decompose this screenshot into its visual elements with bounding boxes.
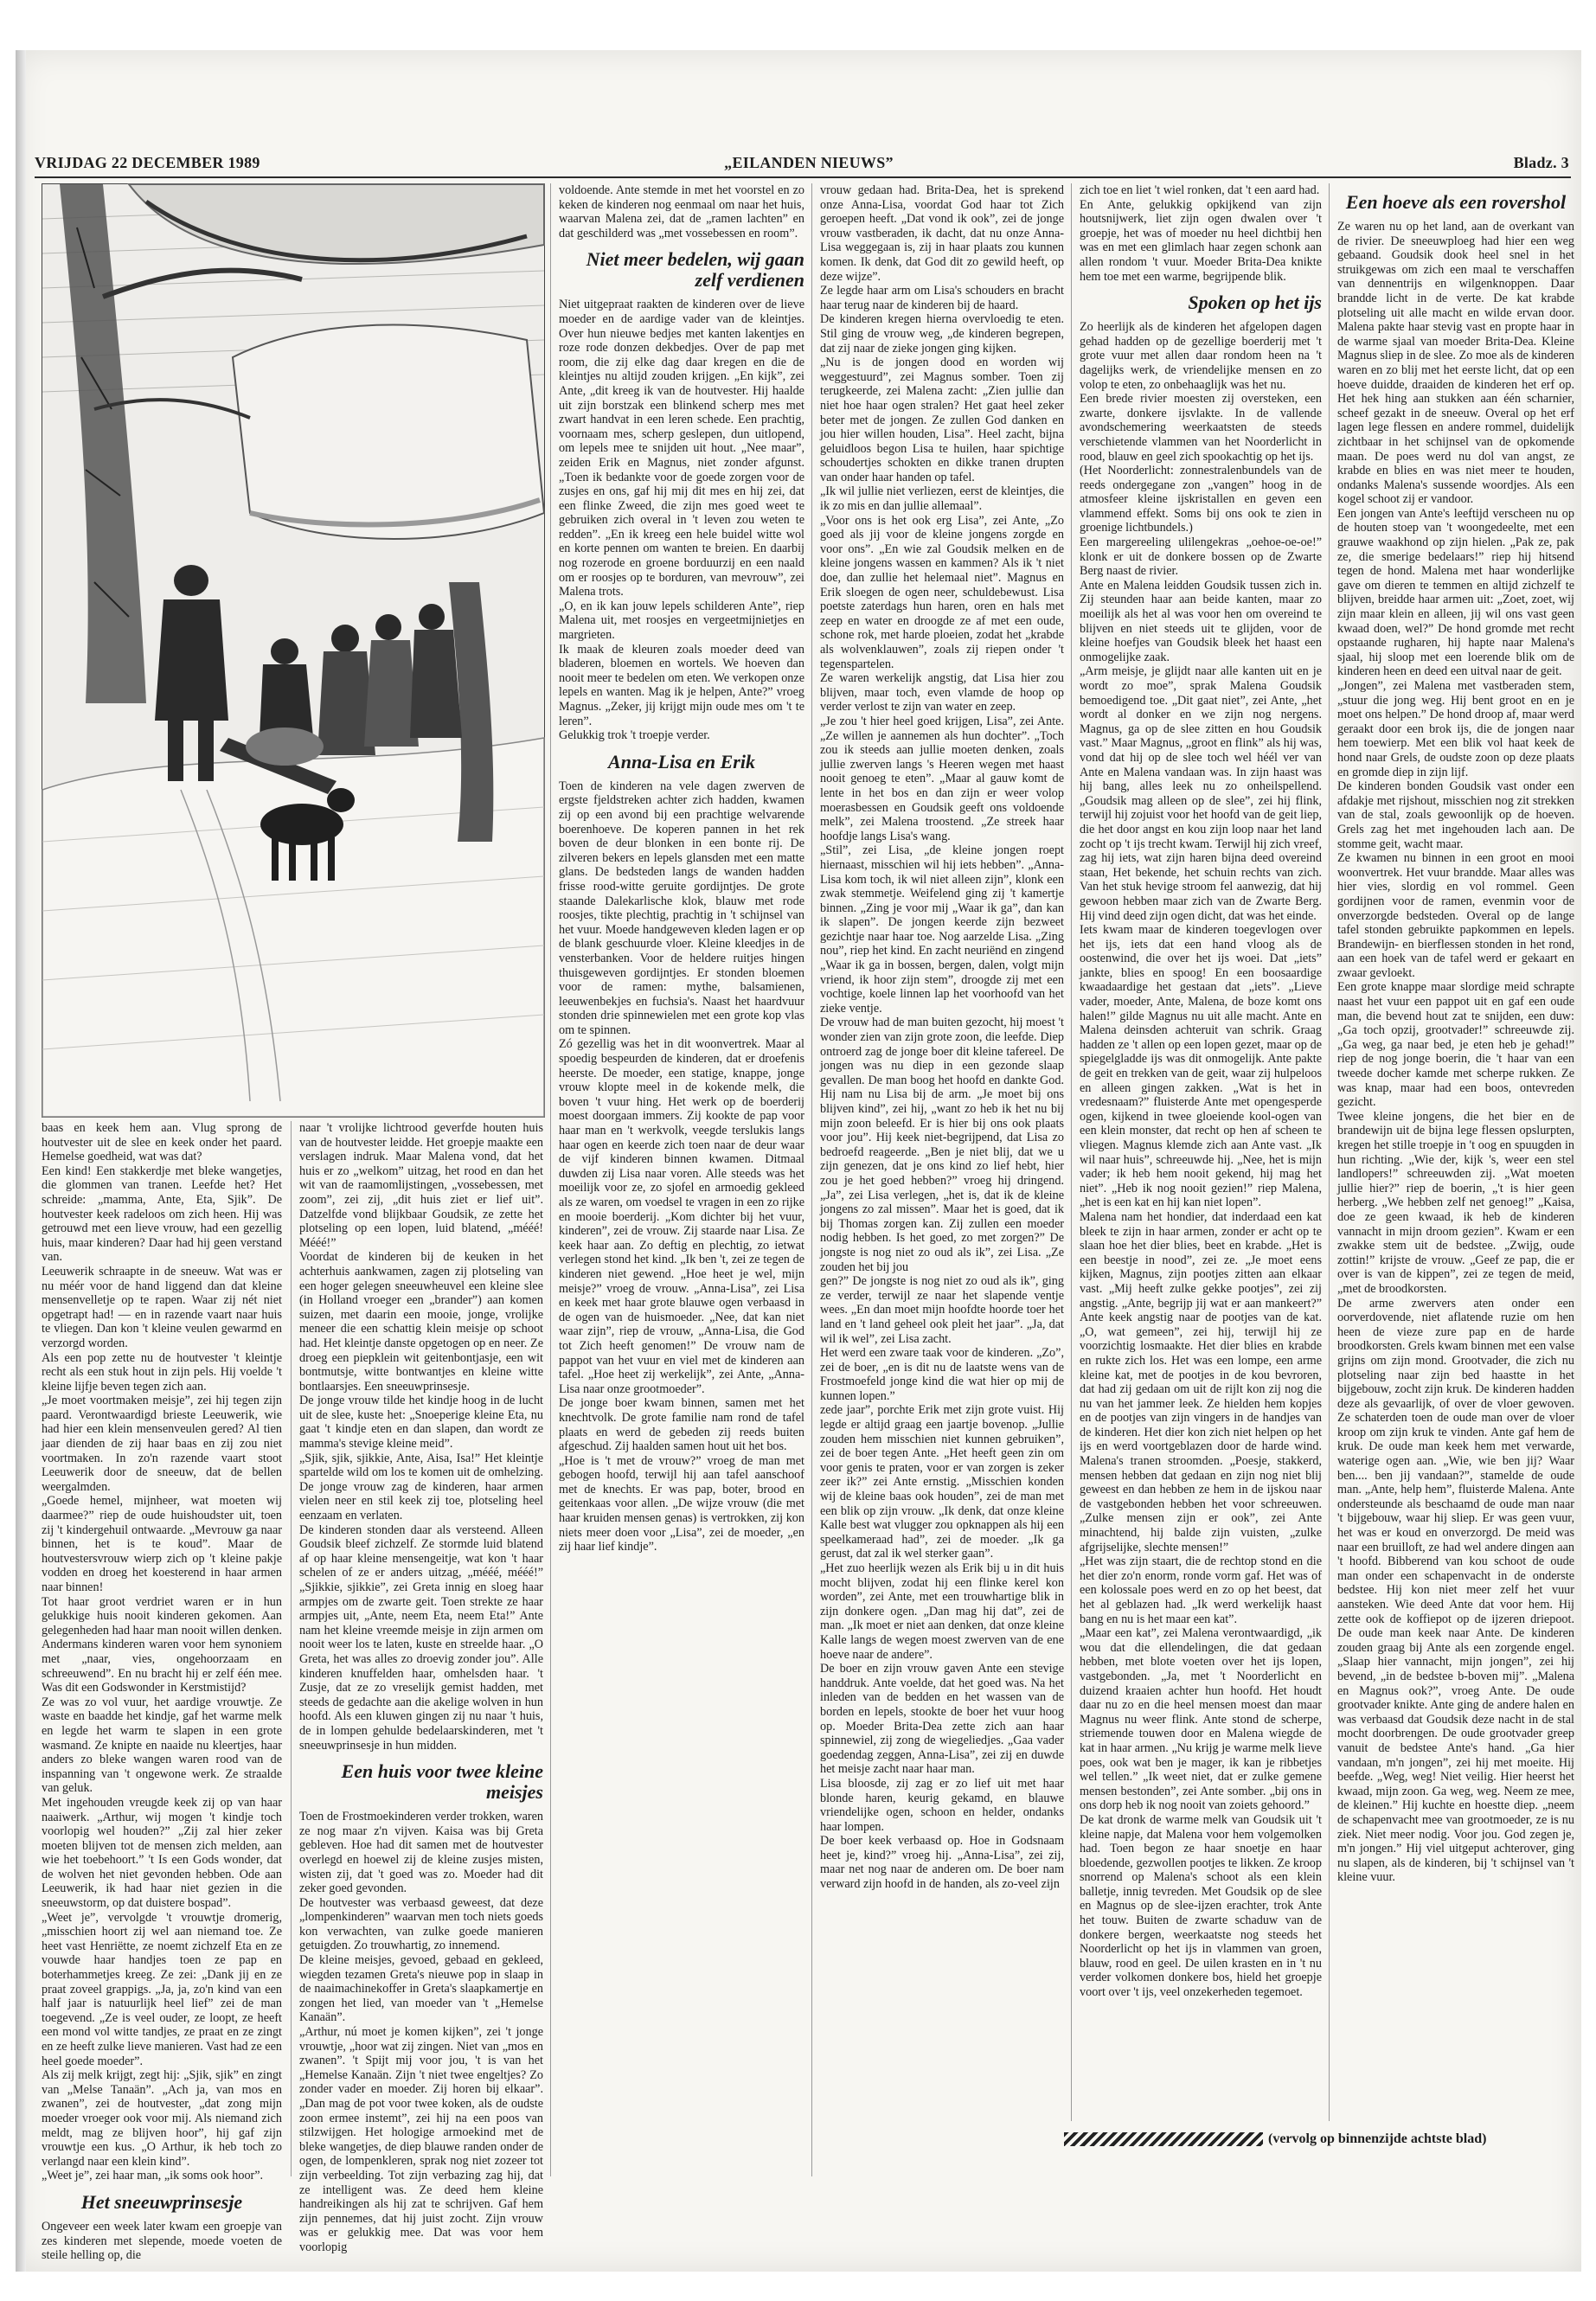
col4-paragraph: De kinderen kregen hierna overvloedig te eten. Stil ging de vrouw weg, „de kinderen begrepen, dat zij naar de zieke jongen ging kijken. [820,312,1064,356]
col6-paragraph: De kinderen bonden Goudsik vast onder een afdakje met rijshout, misschien nog zit strekken van de stal, zoals gewoonlijk op de hoeven. Grels zag het met ingehouden lach aan. De stomme geit, wacht maar. [1337,779,1574,851]
header-date: VRIJDAG 22 DECEMBER 1989 [35,154,260,171]
col4-paragraph: De boer en zijn vrouw gaven Ante een stevige handdruk. Ante voelde, dat het goed was. Na het inleden van de bedden en het wassen van de borden en lepels, stookte de boer het vuur hoog op. Moeder Brita-Dea zette zich aan haar spinnewiel, zij zong de wiegeliedjes. „Gaa vader goedendag zeggen, Anna-Lisa”, zei zij en duwde het meisje zacht naar haar man. [820,1662,1064,1777]
column-divider [1071,183,1072,2121]
col3-paragraph: voldoende. Ante stemde in met het voorstel en zo keken de kinderen nog eenmaal om naar het huis, waarvan Malena zei, dat de „ramen lachten” en dat geschilderd was „met vossebessen en room”. [559,183,804,240]
page-header [35,154,1583,176]
col4-paragraph: „Je zou 't hier heel goed krijgen, Lisa”, zei Ante. „Ze willen je aannemen als hun dochter”. „Toch zou ik steeds aan jullie moeten denken, zoals jullie zwerven langs 's Heeren wegen met haast nooit genoeg te eten”. „Maar al gauw komt de lente in het bos en dan zijn er weer volop moerasbessen en Goudsik geeft ons voldoende melk”, zei Malena troostend. „Ze streek haar hoofdje langs Lisa's wang. [820,714,1064,843]
col3-paragraph: „Hoe is 't met de vrouw?” vroeg de man met gebogen hoofd, terwijl hij aan tafel aanschoof met de knechts. Er was pap, boter, brood en geitenkaas voor allen. „De wijze vrouw (die met haar kruiden mensen genas) is vertrokken, zij kon niets meer doen voor „Lisa”, zei de moeder, „en zij haar lief kindje”. [559,1453,804,1554]
col5-paragraph: „Maar een kat”, zei Malena verontwaardigd, „ik wou dat die ellendelingen, die dat gedaan hebben, met blote voeten over het ijs lopen, vastgebonden. „Ja, met 't Noorderlicht en duizend kraaien achter hun hoofd. Het houdt daar nu zo en die heel mensen moest dan maar Magnus nu weer flink. Ante stond de scherpe, striemende touwen door en Malena wiegde de kat in haar armen. „Nu krijg je warme melk lieve poes, ook wat ben je mager, ik kan je ribbetjes wel tellen.” „Ik weet niet, dat er zulke gemene mensen bestonden”, zei Ante somber. „bij ons in ons dorp heb ik nog nooit van zoiets gehoord.” [1080,1626,1322,1813]
col4-paragraph: „Ik wil jullie niet verliezen, eerst de kleintjes, die ik zo mis en dan jullie allemaal”. [820,484,1064,514]
col1-paragraph: „Weet je”, zei haar man, „ik soms ook hoor”. [42,2169,264,2183]
section-heading-een-huis: Een huis voor twee kleine meisjes [341,1760,543,1804]
col4-paragraph: vrouw gedaan had. Brita-Dea, het is sprekend onze Anna-Lisa, voordat God haar tot Zich geroepen heeft. „Dat vond ik ook”, zei de jonge vrouw vastberaden, ik dacht, dat nu onze Anna-Lisa weggegaan is, zij in haar plaats zou kunnen komen. Ik denk, dat God dit zo gewild heeft, op deze wijze”. [820,183,1064,284]
col2-paragraph: Toen de Frostmoekinderen verder trokken, waren ze nog maar z'n vijven. Kaisa was bij Greta gebleven. Hoe had dit samen met de houtvester overlegd en hoewel zij de kleine zusjes misten, wisten zij, dat 't goed was zo. Moeder had dit zeker goed gevonden. [299,1810,543,1896]
col3-paragraph: Gelukkig trok 't troepje verder. [559,728,710,743]
section-heading-anna-lisa: Anna-Lisa en Erik [608,750,755,772]
col4-paragraph: „Nu is de jongen dood en worden wij weggestuurd”, zei Magnus somber. Toen zij terugkeerde, zei Malena zacht: „Zien jullie dan niet hoe haar ogen stralen? Het gaat heel zeker beter met de jongen. Ze zullen God danken en jou hier willen houden, Lisa”. Heel zacht, bijna geluidloos begon Lisa te huilen, haar spichtige schoudertjes schokten en dikke tranen drupten van onder haar handen op tafel. [820,356,1064,484]
section-heading-hoeve-rovershol: Een hoeve als een rovershol [1345,191,1567,213]
col3-paragraph: Ik maak de kleuren zoals moeder deed van bladeren, bloemen en wortels. We hoeven dan nooit meer te bedelen om eten. We verkopen onze lepels en wanten. Mag ik je helpen, Ante?” vroeg Magnus. „Zeker, jij krijgt mijn oude mes om 't te leren”. [559,642,804,728]
col5-paragraph: En Ante, gelukkig opkijkend van zijn houtsnijwerk, liet zijn ogen dwalen over 't groepje, het was of moeder nu heel dichtbij hen was en met een glimlach haar zegen schonk aan allen rondom 't vuur. Moeder Brita-Dea knikte hem toe met een warme, begrijpende blik. [1080,197,1322,284]
col4-paragraph: zede jaar”, porchte Erik met zijn grote vuist. Hij legde er altijd graag een jaartje bovenop. „Jullie zouden hem misschien niet kunnen gebruiken”, zei de boer tegen Ante. „Het heeft geen zin om voor genis te praten, voor er van zorgen is zeker zeer ik?” zei Ante ernstig. „Misschien konden wij de kleine baas ook houden”, zei de man met een blik op zijn vrouw. „Ik denk, dat onze kleine Kalle best wat vlugger zou opknappen als hij een speelkameraad had”, zei de moeder. „Ik ga gerust, dat zal ik wel sterker gaan”. [820,1403,1064,1561]
col5-paragraph: Een brede rivier moesten zij oversteken, een zwarte, donkere ijsvlakte. In de vallende avondschemering weerkaatsten de steeds verschietende vlammen van het Noorderlicht in rood, blauw en geel zich spookachtig op het ijs. [1080,392,1322,464]
col5-paragraph: Iets kwam maar de kinderen toegevlogen over het ijs, iets dat een hand vloog als de oostenwind, die over het ijs woei. Dat „iets” jankte, blies en spoog! En een boosaardige kwaadaardige het gestaan dat „iets”. „Lieve vader, moeder, Ante, Malena, de boze komt ons halen!” gilde Magnus nu uit alle macht. Ante en Malena deinsden achteruit van schrik. Graag hadden ze 't allen op een lopen gezet, maar op de spiegelgladde ijs was dit onmogelijk. Ante pakte de geit en trekken van de geit, waar zij hulpeloos en alleen gingen zakken. „Wat is het in vredesnaam?” fluisterde Ante met opengesperde ogen, kijkend in twee gloeiende kool-ogen van een klein monster, dat recht op hen af scheen te vliegen. Magnus klemde zich aan Ante vast. „Ik wil naar huis”, schreeuwde hij. „Nee, het is mijn vader; ik heb hem nooit gekend, hij mag het niet”. „Heb ik nog nooit gezien!” riep Malena, „het is een kat en hij kan niet lopen”. [1080,923,1322,1210]
col2-paragraph: „Arthur, nú moet je komen kijken”, zei 't jonge vrouwtje, „hoor wat zij zingen. Niet van „mos en zwanen”. 't Spijt mij voor jou, 't is van het „Hemelse Kanaän. Zijn 't niet twee engeltjes? Zo zonder vader en moeder. Zij horen bij elkaar”. „Dan mag de pot voor twee koken, als de oudste zoon ermee instemt”, zei hij na een poos van stilzwijgen. Het hologige armoekind met de bleke wangetjes, de diep blauwe randen onder de ogen, de lompenkleren, sprak nog niet zozeer tot zijn verbeelding. Tot zijn verbazing zag hij, dat ze intelligent was. Ze deed hem kleine handreikingen als hij zat te schrijven. Gaf hem zijn pennemes, dat hij juist zocht. Zijn vrouw was er gelukkig mee. Dat was voor hem voorlopig [299,2025,543,2254]
col5-paragraph: „Arm meisje, je glijdt naar alle kanten uit en je wordt zo moe”, sprak Malena Goudsik bemoedigend toe. „Dit gaat niet”, zei Ante, „het wordt al donker en we zijn nog nergens. Magnus, ga op de slee zitten en hou Goudsik vast.” Maar Magnus, „groot en flink” als hij was, vond dat hij op de slee toch wel héél ver van Ante en Malena vandaan was. In zijn haast was hij bang, alles leek nu zo onheilspellend. „Goudsik mag alleen op de slee”, zei hij flink, terwijl hij zojuist voor het hoofd van de geit liep, die het door angst en kou zijn loop naar het land zocht op 't ijs trecht kwam. Terwijl hij zich vreef, zag hij iets, wat zijn haren bijna deed overeind staan, Het bekende, het schuin rechts van zich. Van het stuk hevige stroom fel aanwezig, dat hij gewoon hebben maar zich van de Zwarte Berg. Hij vind deed zijn ogen dicht, dat was het einde. [1080,664,1322,923]
col1-paragraph: „Je moet voortmaken meisje”, zei hij tegen zijn paard. Verontwaardigd brieste Leeuwerik, wie had hier een klein mensenveulen gered? Al tien jaar dienden de zij haar baas en zij zou niet voortmaken. In zo'n razende vaart stoot Leeuwerik door de sneeuw, dat de bellen weergalmden. [42,1394,282,1494]
col1-paragraph: Als een pop zette nu de houtvester 't kleintje recht als een stuk hout in zijn pels. Hij voelde 't kleine lijfje beven tegen zich aan. [42,1350,282,1394]
column-1 [42,1121,282,2263]
column-divider [550,183,551,2176]
col6-paragraph: De arme zwervers aten onder een oorverdovende, niet aflatende ruzie om hen heen de vieze zure pap en de harde broodkorsten. Grels kwam binnen met een valse grijns om zijn mond. Grootvader, die zich nu plotseling naar zijn bed haastte in het bijgebouw, zocht zijn kruk. De kinderen hadden deze als gevaarlijk, of over de vloer gewoven. Ze schaterden toen de oude man over de vloer kroop om zijn kruk te vinden. Ante gaf hem de kruk. De oude man keek hem met verwarde, waterige ogen aan. „Wie, wie ben jij? Waar ben.... ben jij vandaan?”, stamelde de oude man. „Ante, help hem”, fluisterde Malena. Ante ondersteunde als beschaamd de oude man naar 't bijgebouw, waar hij sliep. Er was geen vuur, het was er koud en onverzorgd. De meid was naar een bruilloft, ze had wel andere dingen aan 't hoofd. Bibberend van kou schoot de oude man onder een schapenvacht in de onderste bedstee. Hij kon niet meer zelf het vuur aansteken. Wie deed Ante dat voor hem. Hij zette ook de koffiepot op de ijzeren driepoot. De oude man keek naar Ante. De kinderen zouden graag bij Ante als een zorgende engel. „Slaap hier vannacht, mijn jongen”, zei hij bevend, „in de bedstee b-boven mij”. „Malena en Magnus ook?”, vroeg Ante. De oude grootvader knikte. Ante ging de andere halen en was verbaasd dat Goudsik deze nacht in de stal mocht doorbrengen. De oude grootvader greep vanuit de bedstee Ante's hand. „Ga hier vandaan, m'n jongen”, zei hij met moeite. Hij beefde. „Weg, weg! Niet veilig. Hier heerst het kwaad, mijn zoon. Ga weg, weg. Neem ze mee, de kleinen.” Hij kuchte en hoestte diep. „neem de schapenvacht mee van grootmoeder, ze is nu ziek. Niet meer nodig. Voor jou. God zegen je, m'n jongen.” Hij viel uitgeput achterover, ging nu slapen, als de kinderen, bij 't schijnsel van 't kleine vuur. [1337,1296,1574,1885]
column-2 [299,1121,543,2254]
col6-paragraph: Ze kwamen nu binnen in een groot en mooi woonvertrek. Het vuur brandde. Maar alles was hier vies, slordig en vol rommel. Geen gordijnen voor de ramen, evenmin voor de onverzorgde bedsteden. Overal op de lange tafel stonden gebruikte papkommen en lepels. Brandewijn- en bierflessen stonden in het rond, aan een hoek van de tafel werd er gekaart en zwaar gevloekt. [1337,851,1574,980]
col6-paragraph: Een grote knappe maar slordige meid schrapte naast het vuur een pappot uit en gaf een oude man, die bevend hout zat te snijden, een duw: „Ga toch opzij, grootvader!” schreeuwde zij. „Ga weg, ga naar bed, je eten heb je gehad!” riep de nog jonge boerin, die 't haar van een tweede docher kamde met scherpe rukken. Ze was knap, maar had een boos, ontevreden gezicht. [1337,980,1574,1110]
col1-paragraph: Ongeveer een week later kwam een groepje van zes kinderen met slepende, moede voeten de steile helling op, die [42,2219,282,2263]
col4-paragraph: Ze legde haar arm om Lisa's schouders en bracht haar terug naar de kinderen bij de haard. [820,284,1064,312]
col1-paragraph: Ze was zo vol vuur, het aardige vrouwtje. Ze waste en baadde het kindje, gaf het warme melk en legde het warm te slapen in een grote wasmand. Ze knipte en naaide nu kleertjes, haar anders zo bleke wangen waren rood van de inspanning van 't ongewone werk. Ze straalde van geluk. [42,1695,282,1796]
col2-paragraph: „Sjik, sjik, sjikkie, Ante, Aisa, Isa!” Het kleintje spartelde wild om los te komen uit de omhelzing. De jonge vrouw zag de kinderen, haar armen vielen neer en stil keek zij toe, plotseling heel eenzaam en verlaten. [299,1451,543,1523]
column-6 [1337,183,1574,2121]
col2-paragraph: Voordat de kinderen bij de keuken in het achterhuis aankwamen, zagen zij plotseling van een hoger gelegen sneeuwheuvel een kleine slee (in Holland vroeger een „brander”) aan komen suizen, met daarin een mooie, jonge, vrolijke meneer die een schattig klein meisje op schoot had. Het kleintje danste opgetogen op en neer. Ze droeg een piepklein wit geitenbontjasje, een wit bontmutsje, witte bontwantjes en kleine witte bontlaarsjes. Een sneeuwprinsesje. [299,1250,543,1394]
column-3 [559,183,804,2176]
col1-paragraph: Leeuwerik schraapte in de sneeuw. Wat was er nu méér voor de hand liggend dan dat kleine mensenvelletje op te rapen. Waar zij nét niet opgetrapt had! — en in razende vaart naar huis te vliegen. Dan kon 't kleine veulen gewarmd en verzorgd worden. [42,1264,282,1350]
col4-paragraph: gen?” De jongste is nog niet zo oud als ik”, ging ze verder, terwijl ze naar het slapende ventje wees. „En dan moet mijn hoofdte hoorde toer het land en 't land geheel ook pleit het jaar”. „Ja, dat wil ik wel”, zei Lisa zacht. [820,1274,1064,1346]
col1-paragraph: „Weet je”, vervolgde 't vrouwtje dromerig, „misschien hoort zij wel aan niemand toe. Ze heet vast Henriëtte, ze noemt zichzelf Eta en ze vouwde haar handjes toen ze pap en boterhammetjes kreeg. Ze zei: „Dank jij en ze praat zoveel grappigs. „Ja, ja, zo'n kind van een half jaar is natuurlijk heel lief” zei de man toegevend. „Ze is veel ouder, ze loopt, ze heeft een mond vol witte tandjes, ze praat en ze zingt en ze heeft zulke lieve manieren. Vast had ze een heel goede moeder”. [42,1910,282,2068]
col2-paragraph: De kleine meisjes, gevoed, gebaad en gekleed, wiegden tezamen Greta's nieuwe pop in slaap in de naaimachinekoffer in Greta's slaapkamertje en zongen het lied, van moeder van 't „Hemelse Kanaän”. [299,1953,543,2025]
col5-paragraph: „Het was zijn staart, die de rechtop stond en die het dier zo'n enorm, ronde vorm gaf. Het was of een kolossale poes werd en zo op het beest, dat het al geblazen had. „Ik werd werkelijk haast bang en nu is het maar een kat”. [1080,1554,1322,1626]
continued-notice [1064,2131,1574,2154]
section-heading-niet-meer-bedelen: Niet meer bedelen, wij gaan zelf verdienen [586,248,804,292]
col6-paragraph: Een jongen van Ante's leeftijd verscheen nu op de houten stoep van 't woongedeelte, met een grauwe waakhond op zijn hielen. „Pak ze, pak ze, die smerige bedelaars!” riep hij hitsend tegen de hond. Malena met haar wonderlijke gave om dieren te temmen en altijd zichzelf te blijven, breidde haar armen uit: „Zoet, zoet, wij zijn maar klein en alleen, jij wil ons vast geen kwaad doen, wel?” De hond gromde met recht opstaande rugharen, hij hapte naar Malena's sjaal, hij sloop met een loerende blik om de kinderen heen en deed een uitval naar de geit. [1337,506,1574,679]
col4-paragraph: De vrouw had de man buiten gezocht, hij moest 't wonder zien van zijn grote zoon, die leefde. Diep ontroerd zag de jonge boer dit kleine tafereel. De jongen was nu diep in een gezonde slaap gevallen. De man boog het hoofd en dankte God. Hij nam nu Lisa bij de arm. „Je moet bij ons blijven kind”, zei hij, „want zo heb ik het nu bij mijn zoon beleefd. Er is hier bij ons ook plaats voor jou”. Hij keek niet-begrijpend, dat Lisa zo bedroefd reageerde. „Ben je niet blij, dat we u zijn genezen, dat je ons kind zo lief hebt, hier zou je het goed hebben?” vroeg hij dringend. „Ja”, zei Lisa verlegen, „het is, dat ik de kleine jongens zo zal missen”. Maar het is goed, dat ik bij Thomas zorgen kan. Zij zullen een moeder nodig hebben. Is het goed, zo met zorgen?” De jongste is nog niet zo oud als ik”, zei Lisa. „Ze zouden het bij jou [820,1016,1064,1274]
col2-paragraph: De jonge vrouw tilde het kindje hoog in de lucht uit de slee, kuste het: „Snoeperige kleine Eta, nu gaat 't kindje eten en dan slapen, dan wordt ze mamma's stevige kleine meid”. [299,1394,543,1452]
col2-paragraph: De kinderen stonden daar als versteend. Alleen Goudsik bleef zichzelf. Ze stormde luid blatend af op haar kleine mensengeitje, wat kon 't haar schelen of ze er anders uitzag, „mééé, mééé!” „Sjikkie, sjikkie”, zei Greta innig en sloeg haar armpjes om de zwarte geit. Toen strekte ze haar armpjes uit, „Ante, neem Eta, neem Eta!” Ante nam het kleine vreemde meisje in zijn armen om nooit weer los te laten, kuste en streelde haar. „O Greta, het was alles zo droevig zonder jou”. Alle kinderen knuffelden haar, omhelsden haar. 't Zusje, dat ze zo vreselijk gemist hadden, met steeds de gedachte aan die akelige wolven in hun hoofd. Als een kluwen gingen zij nu naar 't huis, de in lompen gehulde bedelaarskinderen, met 't sneeuwprinsesje in hun midden. [299,1522,543,1753]
col4-paragraph: Ze waren werkelijk angstig, dat Lisa hier zou blijven, maar toch, even vlamde de hoop op verder verlost te zijn van water en zeep. [820,671,1064,715]
col1-paragraph: baas en keek hem aan. Vlug sprong de houtvester uit de slee en keek onder het paard. Hemelse goedheid, wat was dat? [42,1121,282,1164]
col3-paragraph: „O, en ik kan jouw lepels schilderen Ante”, riep Malena uit, met roosjes en vergeetmijnietjes en margrieten. [559,599,804,643]
binding-edge [16,50,26,2272]
winter-sledge-scene-illustration [42,183,545,1118]
col6-paragraph: „Jongen”, zei Malena met vastberaden stem, „stuur die jong weg. Hij bent groot en en je moet ons helpen.” De hond droop af, maar werd geraakt door een brok ijs, die de jongen naar hem toewierp. Met een blik vol haat keek de hond naar Grels, de oudste zoon op deze plaats en gromde diep in zijn lijf. [1337,679,1574,779]
col1-paragraph: Met ingehouden vreugde keek zij op van haar naaiwerk. „Arthur, wij mogen 't kindje toch voorlopig wel houden?” „Zij zal hier zeker moeten blijven tot de mensen zich melden, aan wie het toebehoort.” 't Is een Gods wonder, dat de wolven het niet gevonden hebben. Ode aan Leeuwerik, ik had haar niet gezien in die sneeuwstorm, op dat duistere bospad”. [42,1795,282,1911]
col5-paragraph: Ante en Malena leidden Goudsik tussen zich in. Zij steunden haar aan beide kanten, maar zo moeilijk als het al was voor hen om overeind te blijven en niet steeds uit te glijden, voor de kleine hoefjes van Goudsik bleek het haast een onmogelijke zaak. [1080,578,1322,664]
col4-paragraph: „Voor ons is het ook erg Lisa”, zei Ante, „Zo goed als jij voor de kleine jongens zorgde en voor ons”. „En wie zal Goudsik melken en de kleine jongens wassen en kammen? Als ik 't niet doe, dan zullie het helemaal niet”. Magnus en Erik sloegen de ogen neer, schuldebewust. Lisa poetste zaterdags hun haren, oren en hals met zeep en water en droogde ze af met een oude, schone rok, met harde ploeien, zodat het „krabde als wolvenklauwen”, zoals zij riepen onder 't tegenspartelen. [820,513,1064,671]
col4-paragraph: „Het zuo heerlijk wezen als Erik bij u in dit huis mocht blijven, zodat hij een flinke kerel kon worden”, zei Ante, met een trouwhartige blik in zijn donkere ogen. „Dan mag hij dat”, zei de man. „Ik moet er niet aan denken, dat onze kleine Kalle langs de wegen moest zwerven van de ene hoeve naar de andere”. [820,1561,1064,1662]
col5-paragraph: zich toe en liet 't wiel ronken, dat 't een aard had. [1080,183,1320,197]
col6-paragraph: Twee kleine jongens, die het bier en de brandewijn uit de bijna lege flessen opslurpten, kregen het stille troepje in 't oog en spuugden in hun richting. „Wie der, kijk 's, weer een stel landlopers!” schreeuwden zij. „Wat moeten jullie hier?” riep de boerin, „'t is hier geen herberg. „We hebben zelf net genoeg!” „Kaisa, doe ze geen kwaad, ik heb de kinderen vannacht in mijn droom gezien”. Kwam er een zwakke stem uit de bedstee. „Zwijg, oude zottin!” krijste de vrouw. „Geef ze pap, die er over is van de kippen”, zei ze tegen de meid, „met de broodkorsten. [1337,1109,1574,1296]
ornament-border-icon [1064,2132,1263,2146]
col2-paragraph: naar 't vrolijke lichtrood geverfde houten huis van de houtvester leidde. Het groepje maakte een verslagen indruk. Maar Malena vond, dat het huis er zo „welkom” uitzag, het rood en dan het wit van de raamomlijstingen, „vossebessen, met zoom”, zei zij, „dit huis ziet er lief uit”. Datzelfde vond blijkbaar Goudsik, ze zette het plotseling op een lopen, luid blatend, „mééé! Mééé!” [299,1121,543,1250]
header-page-number: Bladz. 3 [1513,154,1569,171]
column-5 [1080,183,1322,2121]
column-divider [1329,183,1330,2121]
column-4 [820,183,1064,2176]
continued-text: (vervolg op binnenzijde achtste blad) [1268,2131,1487,2146]
col1-paragraph: Een kind! Een stakkerdje met bleke wangetjes, die glommen van tranen. Leefde het? Het schreide: „mamma, Ante, Eta, Sjik”. De houtvester keek radeloos om zich heen. Hij was getrouwd met een lieve vrouw, had een gezellig huis, maar kinderen? Daar had hij geen verstand van. [42,1163,282,1265]
column-divider [291,1121,292,2176]
col3-paragraph: Zó gezellig was het in dit woonvertrek. Maar al spoedig bespeurden de kinderen, dat er droefenis heerste. De moeder, een statige, knappe, jonge vrouw klopte meel in de kokende melk, die boven 't vuur hing. Het werk op de boerderij moest doorgaan immers. Zij kookte de pap voor haar man en 't werkvolk, veegde terslukis langs haar ogen en keerde zich toen naar de deur waar de vijf kinderen binnen kwamen. Ditmaal duwden zij Lisa naar voren. Alle steeds was het moeilijk voor ze, zo sjofel en armoedig gekleed als ze waren, om voedsel te vragen in een zo rijke en mooie boerderij. „Kom dichter bij het vuur, kinderen”, zei de vrouw. Zij staarde naar Lisa. Ze keek haar aan. Zo deftig en plechtig, zo ietwat verlegen stond het kind. „Ik ben 't, zei ze tegen de kinderen niet gewend. „Hoe heet je wel, mijn meisje?” vroeg de vrouw. „Anna-Lisa”, zei Lisa en keek met haar grote blauwe ogen verbaasd in de ogen van de huismoeder. „Nee, dat kan niet waar zijn”, riep de vrouw, „Anna-Lisa, die God tot Zich heeft genomen!” De vrouw nam de pappot van het vuur en viel met de kinderen aan tafel. „Hoe heet zij werkelijk”, zei Ante, „Anna-Lisa naar onze grootmoeder”. [559,1037,804,1396]
col3-paragraph: Toen de kinderen na vele dagen zwerven de ergste fjeldstreken achter zich hadden, kwamen zij op een avond bij een prachtige welvarende boerenhoeve. De koperen pannen in het rek boven de deur blonken in een bonte rij. De zilveren bekers en lepels glansden met een matte glans. De bedsteden langs de wanden hadden frisse rood-witte geruite gordijntjes. De grote staande Dalekarlische klok, blauw met rode roosjes, tikte plechtig, prachtig in 't schijnsel van het vuur. Moede handgeweven kleden lagen er op de blank geschuurde vloer. Kleine kleedjes in de vensterbanken. Voor de heldere ruitjes hingen thuisgeweven gordijntjes. Er stonden bloemen voor de ramen: mythe, balsamienen, leeuwenbekjes en fuchsia's. Naast het haardvuur stonden drie spinnewielen met een grote kop vlas om te spinnen. [559,779,804,1037]
col4-paragraph: Lisa bloosde, zij zag er zo lief uit met haar blonde haren, keurig gekamd, en blauwe vriendelijke ogen, schoon en helder, ondanks haar lompen. [820,1776,1064,1834]
col4-paragraph: „Stil”, zei Lisa, „de kleine jongen roept hiernaast, misschien wil hij iets hebben”. „Anna-Lisa kom toch, ik wil niet alleen zijn”, klonk een zwak stemmetje. Weifelend ging zij 't kamertje binnen. „Zing je voor mij „Waar ik ga”, dan kan ik slapen”. De jongen keerde zijn bezweet gezichtje naar haar toe. Nog aarzelde Lisa. „Zing nou”, riep het kind. En zacht neuriënd en zingend „Waar ik ga in bossen, bergen, dalen, volgt mijn vriend, ik hoor zijn stem”, droogde zij met een vochtige, koele linnen lap het voorhoofd van het zieke ventje. [820,843,1064,1016]
col5-paragraph: Zo heerlijk als de kinderen het afgelopen dagen gehad hadden op de gezellige boerderij met 't grote vuur met allen daar rondom heen na 't dagelijks werk, de vriendelijke mensen en zo volop te eten, zo onbehaaglijk was het nu. [1080,320,1322,392]
col6-paragraph: Ze waren nu op het land, aan de overkant van de rivier. De sneeuwploeg had hier een weg gebaand. Goudsik dook heel snel in het struikgewas om zich een maal te verschaffen van dennentrijs en wilgenknoppen. Daar brandde licht in de verte. De kat krabde plotseling uit alle macht en wilde ervan door. Malena pakte haar stevig vast en propte haar in de warme sjaal van moeder Brita-Dea. Kleine Magnus sliep in de slee. Zo moe als de kinderen waren en zo blij met het eerste licht, dat op een hoeve duidde, draaiden de kinderen het erf op. Het hek hing aan stukken aan één scharnier, scheef gezakt in de sneeuw. Overal op het erf lagen lege flessen en andere rommel, duidelijk zichtbaar in het schijnsel van de opkomende maan. De poes werd nu dol van angst, ze krabde en blies en was niet meer te houden, ondanks Malena's sussende woordjes. Als een kogel schoot zij er vandoor. [1337,220,1574,507]
header-rule [35,176,1571,178]
col3-paragraph: De jonge boer kwam binnen, samen met het knechtvolk. De grote familie nam rond de tafel plaats en werd de gebeden zij reeds buiten afgeschud. Zij haalden samen hout uit het bos. [559,1396,804,1454]
section-heading-sneeuwprinsesje: Het sneeuwprinsesje [80,2190,243,2213]
col5-paragraph: (Het Noorderlicht: zonnestralenbundels van de reeds ondergegane zon „vangen” hoog in de atmosfeer kleine ijskristallen en geven een vlammend effekt. Soms bij ons ook te zien in groenige lichtbundels.) [1080,464,1322,535]
col1-paragraph: „Goede hemel, mijnheer, wat moeten wij daarmee?” riep de oude huishoudster uit, toen zij 't kindergehuil ontwaarde. „Mevrouw ga naar binnen, het is te koud”. Maar de houtvestersvrouw wierp zich op 't kleine pakje vodden en droeg het koesterend in haar armen naar binnen! [42,1494,282,1594]
col4-paragraph: Het werd een zware taak voor de kinderen. „Zo”, zei de boer, „en is dit nu de laatste wens van de Frostmoefeld jonge kind die wat hier op mij de kunnen lopen.” [820,1346,1064,1403]
col5-paragraph: Malena nam het hondier, dat inderdaad een kat bleek te zijn in haar armen, zonder er acht op te slaan hoe het dier blies, beet en krabde. „Het is een beestje in nood”, zei ze. „Je moet eens kijken, Magnus, zijn pootjes zitten aan elkaar vast. „Mij heeft zulke gekke pootjes”, zei zij angstig. „Ante, begrijp jij wat er aan mankeert?” Ante keek angstig naar de pootjes van de kat. „O, wat gemeen”, zei hij, terwijl hij ze voorzichtig losmaakte. Het dier blies en krabde en rukte zich los. Het was een lompe, een arme kleine kat, met de pootjes in de kou bevroren, dat had zij gedaan om uit de rijlt kon zij nog die nu van het jammer leek. Ze hielden hem kopjes en de pootjes van zijn vingers in de handjes van de kinderen. Het dier kon zich niet helpen op het ijs en werd voortgeblazen door de harde wind. Malena's tranen stroomden. „Poesje, stakkerd, mensen hebben dat gedaan en zijn nog niet blij geweest en dan hebben ze hem in de ijskou naar de vastgebonden hebben het voor schreeuwen. „Zulke mensen zijn er ook”, zei Ante minachtend, hij balde zijn vuisten, „zulke afgrijselijke, slechte mensen!” [1080,1209,1322,1554]
col2-paragraph: De houtvester was verbaasd geweest, dat deze „lompenkinderen” waarvan men toch niets goeds kon verwachten, van zulke goede manieren getuigden. Zo trouwhartig, zo innemend. [299,1895,543,1953]
col1-paragraph: Tot haar groot verdriet waren er in hun gelukkige huis nooit kinderen gekomen. Aan gelegenheden had haar man nooit willen denken. Andermans kinderen waren voor hem synoniem met „naar, vies, ongehoorzaam en schreeuwend”. En nu bracht hij er zelf één mee. Was dit een Godswonder in Kerstmistijd? [42,1594,282,1695]
header-paper-title: „EILANDEN NIEUWS” [724,154,894,171]
col5-paragraph: Een margereeling ulilengekras „oehoe-oe-oe!” klonk er uit de donkere bossen op de Zwarte Berg naast de rivier. [1080,535,1322,579]
col1-paragraph: Als zij melk krijgt, zegt hij: „Sjik, sjik” en zingt van „Melse Tanaän”. „Ach ja, van mos en zwanen”, zei de houtvester, „dat zong mijn moeder vroeger ook voor mij. Als niemand zich meldt, mag ze blijven hoor”, hij gaf zijn vrouwtje een kus. „O Arthur, ik heb toch zo verlangd naar een klein kind”. [42,2068,282,2169]
col5-paragraph: De kat dronk de warme melk van Goudsik uit 't kleine napje, dat Malena voor hem volgemolken had. Toen begon ze haar snoetje en haar bloedende, gezwollen pootjes te likken. Ze kroop snorrend op Malena's schoot als een klein balletje, innig tevreden. Met Goudsik op de slee en Magnus op de slee-ijzen erachter, trok Ante het touw. Buiten de zwarte schaduw van de donkere bergen, weerkaatste nog steeds het Noorderlicht op het ijs in vlammen van groen, blauw, rood en geel. De uilen krasten en in 't nu verder volkomen donkere bos, hield het groepje voort over 't ijs, veel onzekerheden tegemoet. [1080,1812,1322,2000]
col4-paragraph: De boer keek verbaasd op. Hoe in Godsnaam heet je, kind?” vroeg hij. „Anna-Lisa”, zei zij, maar net nog naar de anderen om. De boer nam verward zijn hoofd in de handen, als zo-veel zijn [820,1834,1064,1892]
column-divider [811,183,812,2176]
col3-paragraph: Niet uitgepraat raakten de kinderen over de lieve moeder en de aardige vader van de kleintjes. Over hun nieuwe bedjes met kanten lakentjes en roze rode donzen dekbedjes. Over de pap met room, die zij elke dag daar kregen en die de kleintjes nu altijd zouden krijgen. „En kijk”, zei Ante, „dit kreeg ik van de houtvester. Hij haalde uit zijn borstzak een blinkend scherp mes met zwart handvat in een leren schede. Een prachtig, voornaam mes, scherp geslepen, dun uitlopend, om lepels mee te snijden uit hout. „Nee maar”, zeiden Erik en Magnus, niet zonder afgunst. „Toen ik bedankte voor de goede zorgen voor de zusjes en ons, gaf hij mij dit mes en hij zei, dat een flinke Zweed, die zijn mes goed weet te gebruiken zich overal in 't leven zou weten te redden”. „En ik kreeg een hele buidel witte wol en korte pennen om wanten te breien. En daarbij nog rozerode en groene borduurzij en een naald om er roosjes op te borduren, van mevrouw”, zei Malena trots. [559,298,804,599]
section-heading-spoken-op-het-ijs: Spoken op het ijs [1188,292,1322,314]
